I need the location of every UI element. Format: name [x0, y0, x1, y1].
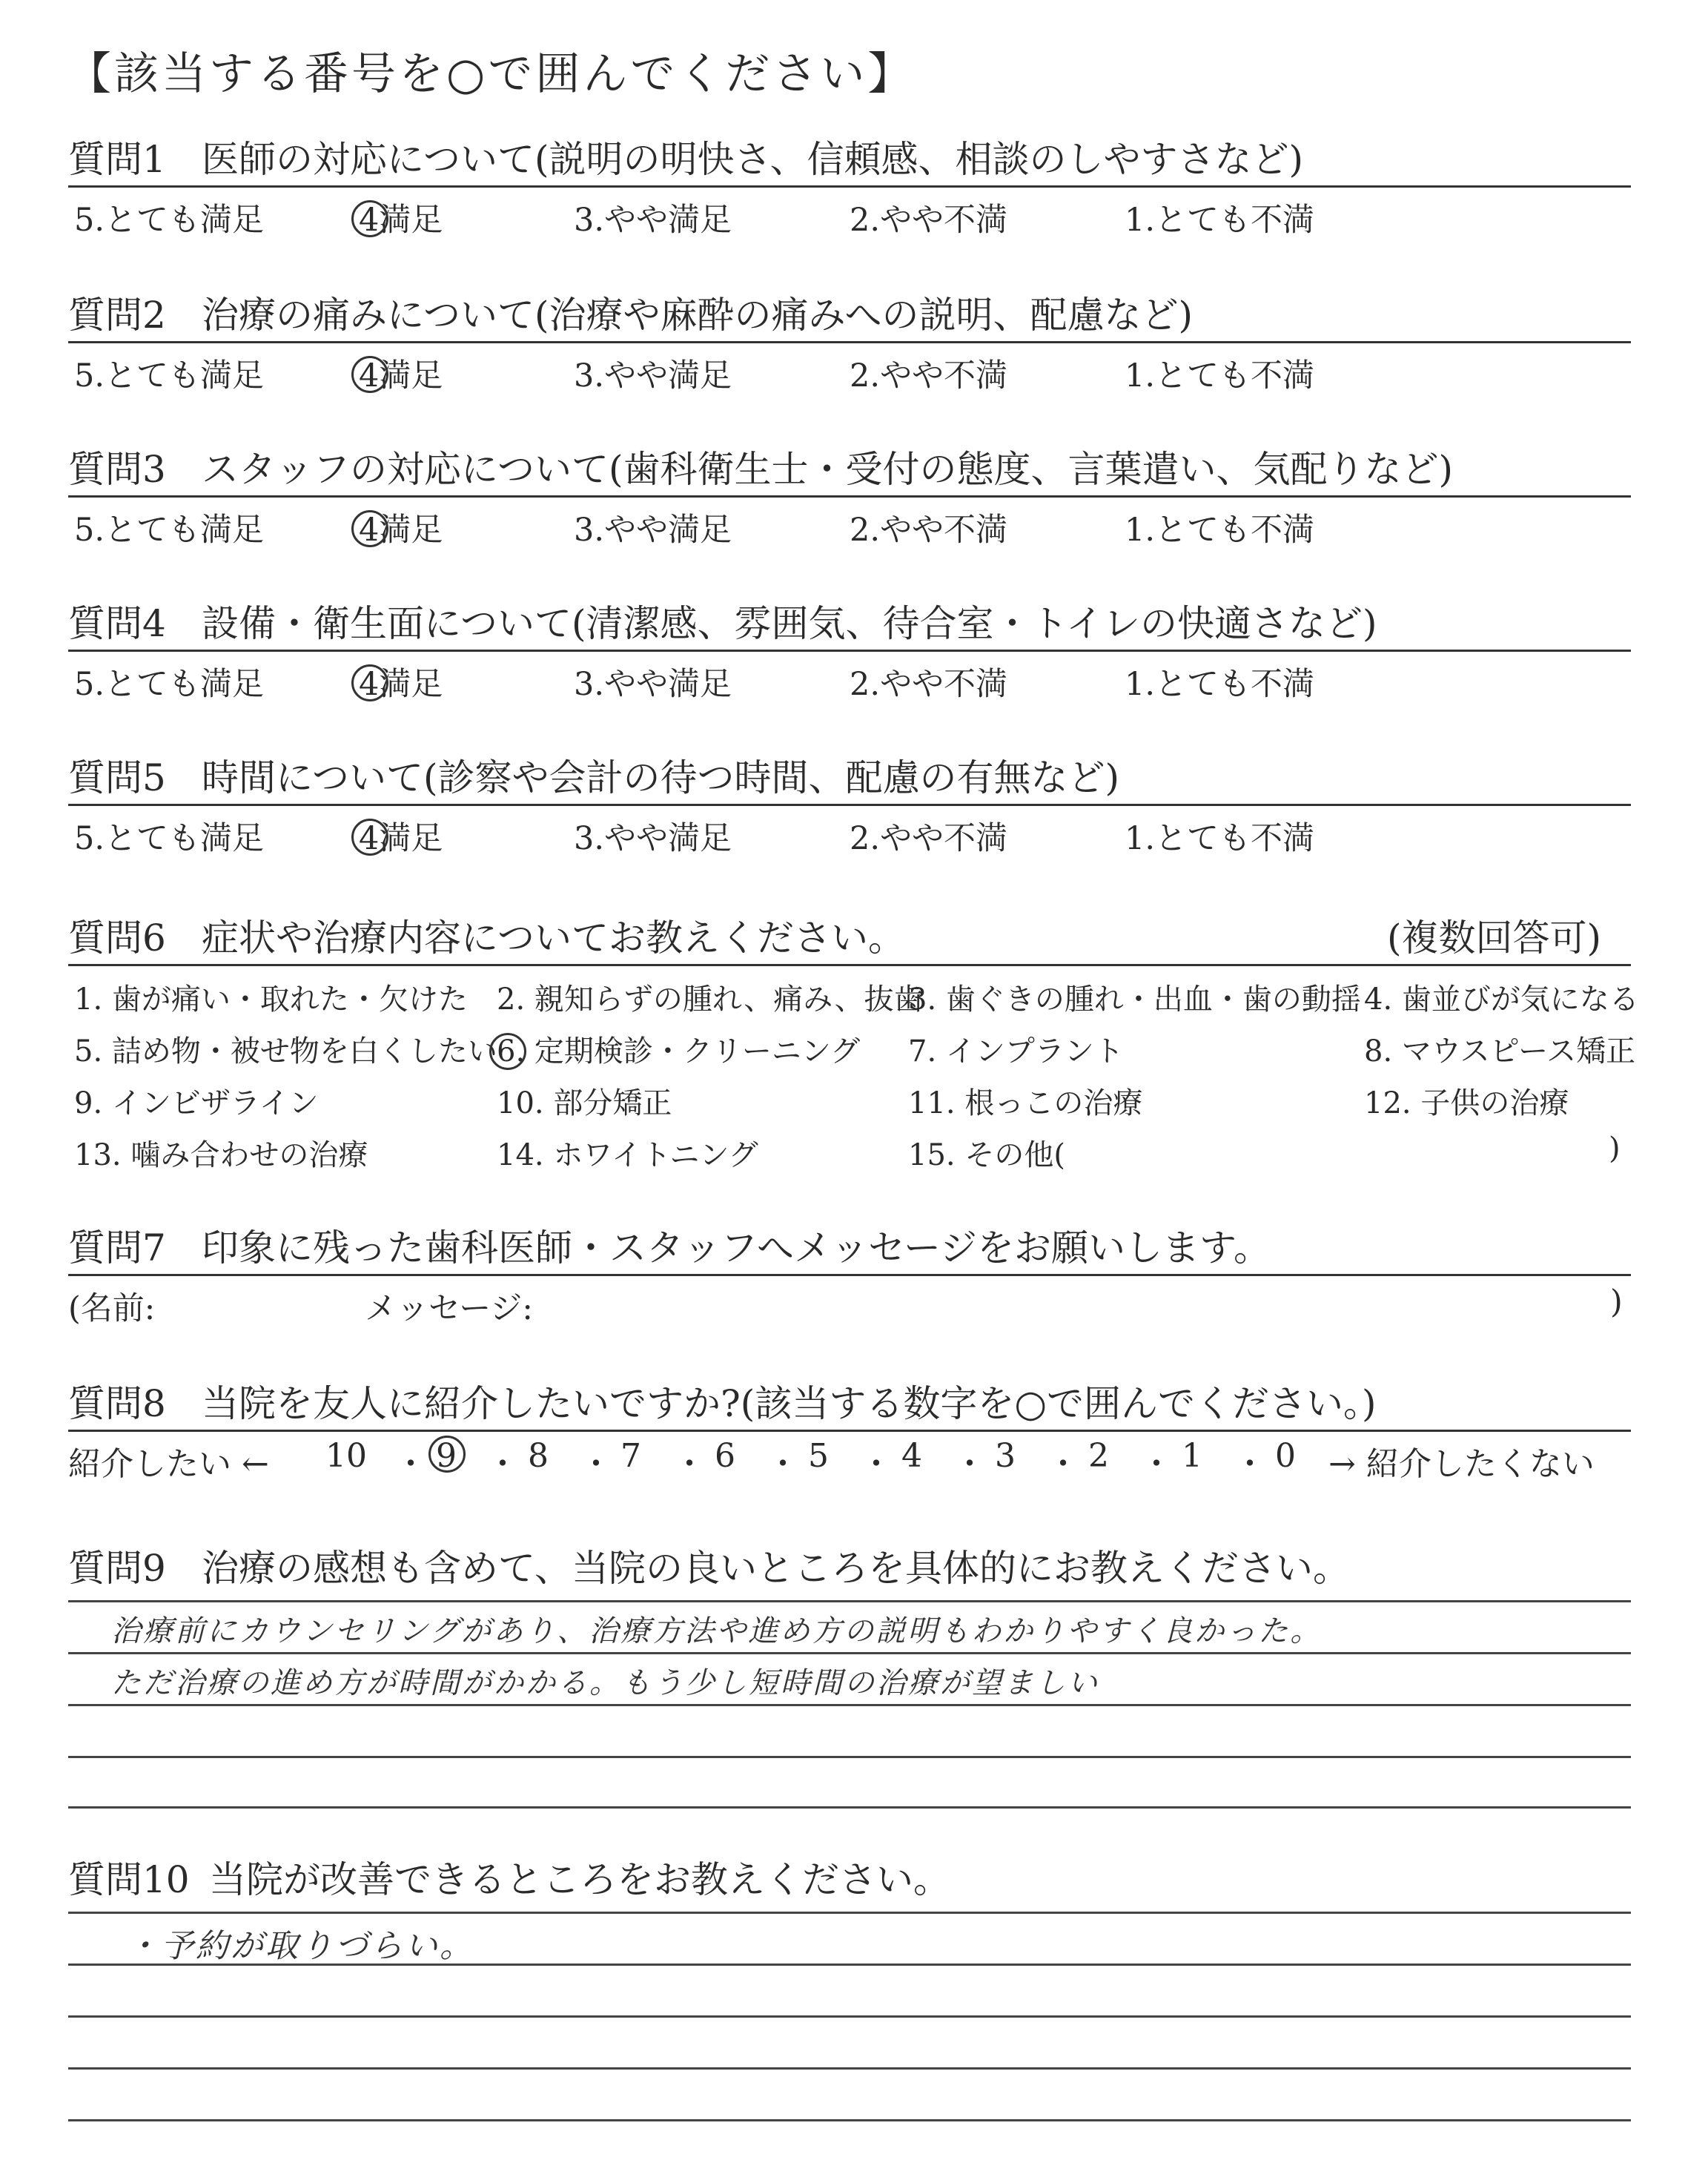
symptom-option[interactable]: 1. 歯が痛い・取れた・欠けた	[74, 982, 468, 1017]
rating-options	[68, 343, 1631, 395]
option-4-selected[interactable]	[359, 351, 443, 396]
option-3[interactable]: 3.やや満足	[574, 512, 732, 549]
symptom-option[interactable]: 10. 部分矯正	[497, 1086, 672, 1120]
answer-line	[68, 1912, 1631, 1914]
scale-value[interactable]: 0	[1275, 1437, 1296, 1475]
divider	[68, 964, 1631, 966]
scale-value[interactable]: 3	[995, 1437, 1016, 1475]
option-4-label: 満足	[379, 357, 443, 394]
question-6	[68, 912, 1631, 966]
recommend-scale	[68, 1437, 1631, 1482]
option-1[interactable]: 1.とても不満	[1125, 666, 1315, 703]
answer-line	[68, 2067, 1631, 2070]
symptom-option[interactable]: 12. 子供の治療	[1364, 1086, 1569, 1120]
answer-line	[68, 1600, 1631, 1602]
question-number: 質問6	[68, 916, 166, 960]
option-3[interactable]: 3.やや満足	[574, 820, 732, 857]
scale-value[interactable]: 10	[325, 1437, 367, 1475]
option-1[interactable]: 1.とても不満	[1125, 512, 1315, 549]
question-3	[68, 443, 1631, 549]
selected-circle: 4	[359, 357, 380, 394]
message-field[interactable]	[68, 1276, 1631, 1328]
answer-line	[68, 1652, 1631, 1654]
question-text: 設備・衛生面について(清潔感、雰囲気、待合室・トイレの快適さなど)	[202, 602, 1377, 645]
scale-value[interactable]: 5	[808, 1437, 829, 1475]
option-2[interactable]: 2.やや不満	[850, 820, 1008, 857]
scale-dot: ・	[580, 1445, 612, 1483]
symptom-option[interactable]: 8. マウスピース矯正	[1364, 1034, 1636, 1069]
option-4-selected[interactable]	[359, 505, 443, 550]
option-1[interactable]: 1.とても不満	[1125, 202, 1315, 239]
question-number: 質問2	[68, 294, 166, 337]
option-4-label: 満足	[379, 666, 443, 703]
question-number: 質問7	[68, 1226, 166, 1269]
scale-dot: ・	[860, 1445, 893, 1483]
scale-right-label: → 紹介したくない	[1328, 1445, 1595, 1483]
option-5[interactable]: 5.とても満足	[74, 357, 265, 394]
question-number: 質問1	[68, 138, 166, 181]
handwritten-answer-2: ただ治療の進め方が時間がかかる。もう少し短時間の治療が望ましい	[111, 1666, 1099, 1700]
symptom-option[interactable]: 3. 歯ぐきの腫れ・出血・歯の動揺	[908, 982, 1361, 1017]
option-4-selected[interactable]	[359, 813, 443, 859]
question-9	[68, 1542, 1631, 1594]
scale-value[interactable]: 2	[1088, 1437, 1109, 1475]
scale-dot: ・	[953, 1445, 986, 1483]
question-number: 質問9	[68, 1547, 166, 1590]
option-5[interactable]: 5.とても満足	[74, 202, 265, 239]
option-2[interactable]: 2.やや不満	[850, 202, 1008, 239]
option-4-label: 満足	[379, 512, 443, 549]
symptom-option[interactable]: 9. インビザライン	[74, 1086, 319, 1120]
divider	[68, 1430, 1631, 1432]
question-text: 症状や治療内容についてお教えください。	[202, 916, 905, 960]
option-2[interactable]: 2.やや不満	[850, 357, 1008, 394]
option-3[interactable]: 3.やや満足	[574, 202, 732, 239]
question-text: 当院を友人に紹介したいですか?(該当する数字を○で囲んでください。)	[202, 1382, 1377, 1425]
option-3[interactable]: 3.やや満足	[574, 666, 732, 703]
symptom-option[interactable]: 15. その他(	[908, 1138, 1065, 1172]
scale-value[interactable]: 7	[620, 1437, 641, 1475]
rating-options	[68, 652, 1631, 704]
selected-circle: 9	[436, 1437, 457, 1475]
option-3[interactable]: 3.やや満足	[574, 357, 732, 394]
question-8	[68, 1378, 1631, 1432]
scale-dot: ・	[673, 1445, 706, 1483]
question-number: 質問10	[68, 1858, 190, 1901]
question-number: 質問8	[68, 1382, 166, 1425]
scale-left-label: 紹介したい ←	[68, 1445, 269, 1483]
scale-value[interactable]: 1	[1182, 1437, 1202, 1475]
rating-options	[68, 498, 1631, 549]
rating-options	[68, 806, 1631, 858]
symptom-option[interactable]: 2. 親知らずの腫れ、痛み、抜歯	[497, 982, 924, 1017]
question-text: 時間について(診察や会計の待つ時間、配慮の有無など)	[202, 756, 1120, 799]
option-2[interactable]: 2.やや不満	[850, 666, 1008, 703]
answer-line	[68, 2119, 1631, 2121]
question-text: スタッフの対応について(歯科衛生士・受付の態度、言葉遣い、気配りなど)	[202, 448, 1454, 491]
question-text: 治療の感想も含めて、当院の良いところを具体的にお教えください。	[202, 1547, 1350, 1590]
close-paren: )	[1610, 1284, 1623, 1321]
option-5[interactable]: 5.とても満足	[74, 512, 265, 549]
scale-dot: ・	[1234, 1445, 1266, 1483]
option-4-selected[interactable]	[359, 195, 443, 240]
question-number: 質問4	[68, 602, 166, 645]
symptom-option[interactable]: 14. ホワイトニング	[497, 1138, 758, 1172]
scale-dot: ・	[1140, 1445, 1173, 1483]
option-4-label: 満足	[379, 202, 443, 239]
handwritten-answer-10: ・予約が取りづらい。	[126, 1927, 474, 1965]
symptom-option-label: . 定期検診・クリーニング	[515, 1034, 861, 1069]
option-1[interactable]: 1.とても不満	[1125, 820, 1315, 857]
selected-circle: 4	[359, 820, 380, 857]
question-text: 当院が改善できるところをお教えください。	[209, 1858, 950, 1901]
other-close-paren: )	[1609, 1132, 1621, 1166]
symptom-option-selected[interactable]	[497, 1028, 860, 1070]
selected-circle: 4	[359, 512, 380, 549]
option-5[interactable]: 5.とても満足	[74, 820, 265, 857]
option-1[interactable]: 1.とても不満	[1125, 357, 1315, 394]
option-2[interactable]: 2.やや不満	[850, 512, 1008, 549]
question-text: 治療の痛みについて(治療や麻酔の痛みへの説明、配慮など)	[202, 294, 1194, 337]
question-5	[68, 752, 1631, 858]
question-1	[68, 133, 1631, 240]
symptom-option[interactable]: 13. 噛み合わせの治療	[74, 1138, 368, 1172]
option-4-label: 満足	[379, 820, 443, 857]
symptom-option[interactable]: 4. 歯並びが気になる	[1364, 982, 1639, 1017]
answer-line	[68, 1756, 1631, 1758]
option-5[interactable]: 5.とても満足	[74, 666, 265, 703]
answer-line	[68, 2015, 1631, 2018]
selected-circle: 4	[359, 666, 380, 703]
question-7	[68, 1222, 1631, 1328]
scale-dot: ・	[1047, 1445, 1079, 1483]
selected-circle: 4	[359, 202, 380, 239]
symptom-options	[74, 976, 1639, 1183]
option-4-selected[interactable]	[359, 659, 443, 704]
scale-value[interactable]: 6	[715, 1437, 735, 1475]
message-label: メッセージ:	[365, 1290, 533, 1327]
scale-dot: ・	[767, 1445, 799, 1483]
symptom-option[interactable]: 7. インプラント	[908, 1034, 1124, 1069]
scale-dot: ・	[394, 1445, 427, 1483]
question-text: 印象に残った歯科医師・スタッフへメッセージをお願いします。	[202, 1226, 1271, 1269]
question-text: 医師の対応について(説明の明快さ、信頼感、相談のしやすさなど)	[202, 138, 1304, 181]
question-number: 質問3	[68, 448, 166, 491]
handwritten-answer-1: 治療前にカウンセリングがあり、治療方法や進め方の説明もわかりやすく良かった。	[111, 1614, 1323, 1648]
question-10	[68, 1854, 1631, 1906]
question-4	[68, 598, 1631, 704]
symptom-option[interactable]: 11. 根っこの治療	[908, 1086, 1143, 1120]
question-2	[68, 289, 1631, 395]
name-label: (名前:	[68, 1290, 156, 1327]
question-number: 質問5	[68, 756, 166, 799]
selected-circle: 6	[497, 1034, 516, 1069]
multiple-answer-note: (複数回答可)	[1386, 916, 1601, 960]
scale-value[interactable]: 8	[528, 1437, 549, 1475]
scale-dot: ・	[486, 1445, 519, 1483]
rating-options	[68, 188, 1631, 240]
answer-line	[68, 1704, 1631, 1706]
answer-line	[68, 1806, 1631, 1809]
form-header: 【該当する番号を○で囲んでください】	[67, 48, 916, 100]
symptom-option[interactable]: 5. 詰め物・被せ物を白くしたい	[74, 1034, 497, 1069]
scale-value[interactable]: 4	[901, 1437, 922, 1475]
